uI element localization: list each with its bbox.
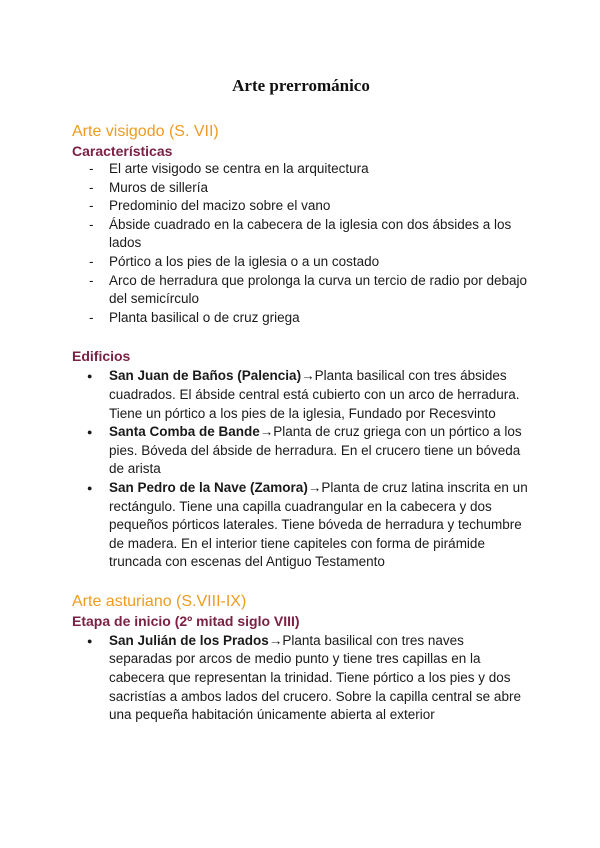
building-description: →Planta basilical con tres ábsides cuadrados. El ábside central está cubierto con un arco de herradura. Tiene un pórtico a los pies de la iglesia, Fundado por Recesvinto xyxy=(109,368,520,421)
characteristics-list xyxy=(72,160,530,327)
list-item xyxy=(72,632,530,725)
list-item: - Arco de herradura que prolonga la curva un tercio de radio por debajo del semicírculo xyxy=(72,272,530,309)
buildings-list-asturiano xyxy=(72,632,530,725)
building-name: San Julián de los Prados xyxy=(109,632,269,648)
list-item: - El arte visigodo se centra en la arquitectura xyxy=(72,160,530,179)
section-heading-visigodo: Arte visigodo (S. VII) xyxy=(72,123,219,140)
subheading-etapa-inicio: Etapa de inicio (2º mitad siglo VIII) xyxy=(72,612,300,629)
list-item: - Pórtico a los pies de la iglesia o a un costado xyxy=(72,253,530,272)
section-heading-asturiano: Arte asturiano (S.VIII-IX) xyxy=(72,592,247,610)
subheading-caracteristicas: Características xyxy=(72,143,173,159)
list-item xyxy=(72,423,530,479)
building-description: →Planta de cruz latina inscrita en un rectángulo. Tiene una capilla cuadrangular en la cabecera y dos pequeños pórticos laterales. Tiene bóveda de herradura y techumbre de madera. En el interior tiene capiteles con forma de pirámide truncada con escenas del Antiguo Testamento xyxy=(109,479,528,570)
building-name: San Juan de Baños (Palencia) xyxy=(109,368,302,384)
list-item: - Predominio del macizo sobre el vano xyxy=(72,197,530,216)
building-name: Santa Comba de Bande xyxy=(109,424,260,440)
building-description: →Planta basilical con tres naves separadas por arcos de medio punto y tiene tres capillas en la cabecera que representan la trinidad. Tiene pórtico a los pies y dos sacristías a ambos lados del crucero. Sobre la capilla central se abre una pequeña habitación únicamente abierta al exterior xyxy=(109,632,521,723)
list-item: - Planta basilical o de cruz griega xyxy=(72,309,530,328)
list-item: - Muros de sillería xyxy=(72,179,530,198)
subheading-edificios: Edificios xyxy=(72,348,131,365)
building-name: San Pedro de la Nave (Zamora) xyxy=(109,479,308,495)
list-item: - Ábside cuadrado en la cabecera de la iglesia con dos ábsides a los lados xyxy=(72,216,530,253)
list-item xyxy=(72,479,530,572)
buildings-list xyxy=(72,367,530,572)
document-title: Arte prerrománico xyxy=(232,76,370,95)
building-description: →Planta de cruz griega con un pórtico a los pies. Bóveda del ábside de herradura. En el crucero tiene un bóveda de arista xyxy=(109,424,522,477)
list-item xyxy=(72,367,530,423)
